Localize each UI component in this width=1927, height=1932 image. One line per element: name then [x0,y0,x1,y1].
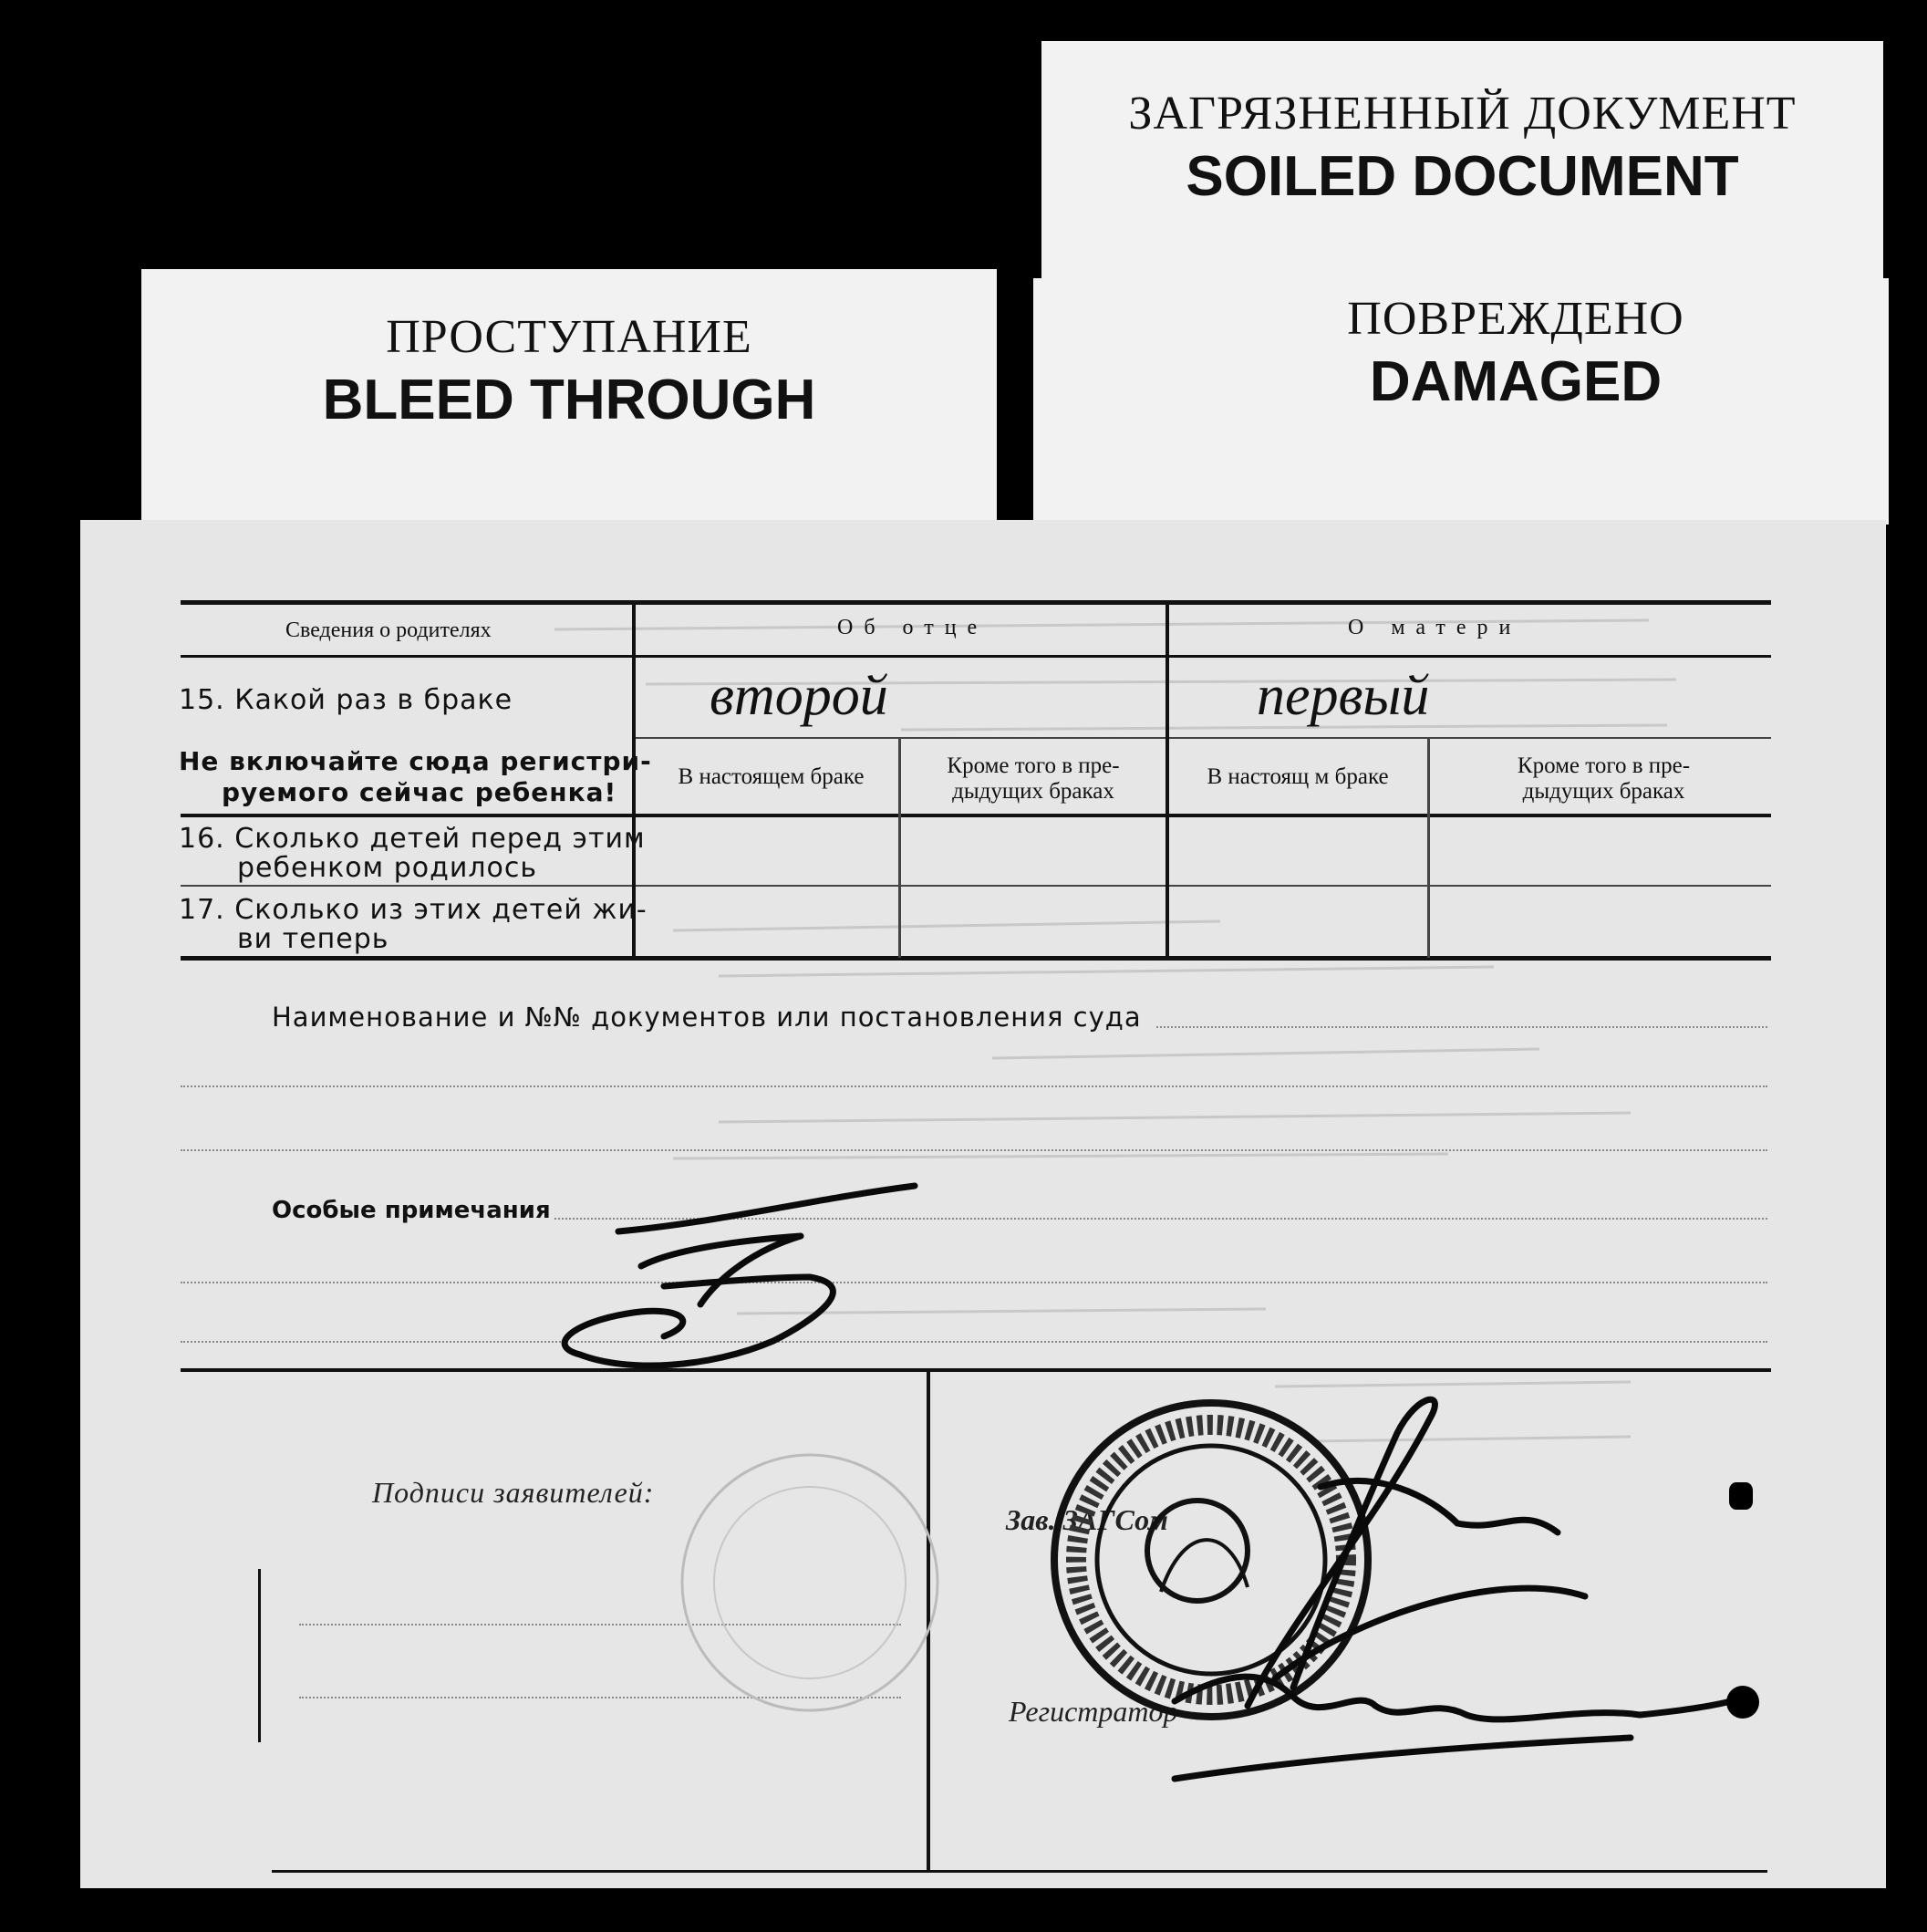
documents-label: Наименование и №№ документов или постановления суда [272,1002,1142,1033]
mother-prev-line-2: дыдущих браках [1522,779,1685,804]
signature-line-1 [299,1624,901,1626]
col-divider-4 [1427,737,1430,958]
signature-bracket [258,1569,261,1742]
bleed-label-ru: ПРОСТУПАНИЕ [386,311,752,363]
damaged-label-en: DAMAGED [1369,350,1663,413]
zags-head-label: Зав. ЗАГСом [1006,1503,1168,1536]
special-notes-line-3 [181,1341,1767,1343]
damaged-label [1033,278,1889,525]
question-15: 15. Какой раз в браке [179,684,513,716]
page-bottom-rule [272,1870,1767,1873]
signature-section-divider [927,1368,930,1870]
father-current-marriage-header: В настоящем браке [678,764,865,789]
bleed-label-en: BLEED THROUGH [322,369,816,431]
mother-prev-marriages-header [1437,753,1770,805]
header-father: Об отце [837,616,989,639]
documents-dotted-line [1156,1026,1767,1028]
mother-current-marriage-header: В настоящ м браке [1207,764,1389,789]
father-prev-line-2: дыдущих браках [952,779,1114,804]
note-line-1: Не включайте сюда регистри- [179,746,652,776]
mother-marriage-count-handwritten: первый [1257,665,1430,727]
dotted-line-2 [181,1085,1767,1087]
father-marriage-count-handwritten: второй [710,665,888,727]
table-top-rule [181,600,1771,605]
subheader-rule [635,737,1771,739]
question-17-line-2: ви теперь [237,923,389,955]
signature-line-2 [299,1697,901,1698]
registration-form-page [80,520,1886,1888]
soiled-document-label [1041,41,1883,283]
signature-section-rule [181,1368,1771,1372]
header-parents-info: Сведения о родителях [285,618,492,642]
table-bottom-rule [181,956,1771,961]
col-divider-3 [1166,600,1169,958]
header-mother: О матери [1348,616,1522,639]
father-prev-line-1: Кроме того в пре- [947,753,1120,778]
bleed-through-label [141,269,997,534]
question-17-line-1: 17. Сколько из этих детей жи- [179,894,648,926]
punch-hole [1726,1686,1759,1719]
question-16-line-1: 16. Сколько детей перед этим [179,823,646,855]
note-line-2: руемого сейчас ребенка! [222,777,617,807]
soiled-label-en: SOILED DOCUMENT [1186,145,1739,208]
col-divider-2 [898,737,901,958]
special-notes-label: Особые примечания [272,1197,551,1224]
damaged-label-ru: ПОВРЕЖДЕНО [1347,293,1684,345]
subheader-bottom-rule [181,814,1771,817]
father-prev-marriages-header [910,753,1156,805]
applicant-signatures-label: Подписи заявителей: [372,1476,655,1509]
table-header-rule [181,655,1771,658]
punch-hole-2 [1729,1482,1753,1510]
special-notes-line-2 [181,1282,1767,1283]
mother-prev-line-1: Кроме того в пре- [1517,753,1691,778]
soiled-label-ru: ЗАГРЯЗНЕННЫЙ ДОКУМЕНТ [1128,88,1797,140]
question-16-line-2: ребенком родилось [237,852,538,884]
zags-signature [80,520,81,521]
registrar-label: Регистратор [1009,1695,1178,1728]
dotted-line-3 [181,1149,1767,1151]
row16-rule [181,885,1771,887]
